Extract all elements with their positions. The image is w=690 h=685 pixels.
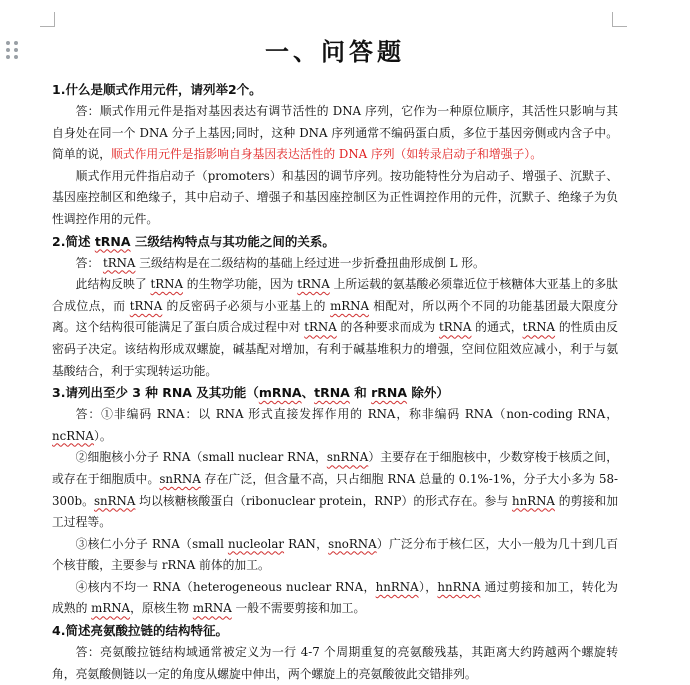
margin-corner-mark-left	[40, 12, 55, 27]
question-3-heading: 3.请列出至少 3 种 RNA 及其功能（mRNA、tRNA 和 rRNA 除外）	[52, 385, 449, 401]
question-2-heading: 2.简述 tRNA 三级结构特点与其功能之间的关系。	[52, 233, 335, 249]
block-drag-handle[interactable]	[6, 41, 20, 61]
question-3-item-2: ②细胞核小分子 RNA（small nuclear RNA，snRNA）主要存在于细胞核中，少数穿梭于核质之间，或存在于细胞质中。snRNA 存在广泛，但含量不高，只占细胞 RNA 总量的 0.1%-1%，分子大小多为 58-300b。snRNA 均以核糖核酸蛋白（ribonuclear protein，RNP）的形式存在。参与 hnRNA 的剪接和加工过程等。	[52, 450, 618, 530]
document-page	[52, 34, 618, 685]
document-title: 一、问答题	[265, 38, 405, 66]
question-3-item-3: ③核仁小分子 RNA（small nucleolar RAN，snoRNA）广泛分布于核仁区，大小一般为几十到几百个核苷酸，主要参与 rRNA 前体的加工。	[52, 536, 618, 573]
question-4-heading: 4.简述亮氨酸拉链的结构特征。	[52, 623, 228, 639]
question-1-heading: 1.什么是顺式作用元件，请列举2个。	[52, 82, 262, 97]
question-2-answer: 答： tRNA 三级结构是在二级结构的基础上经过进一步折叠扭曲形成倒 L 形。	[75, 255, 485, 270]
margin-corner-mark-right	[612, 12, 627, 27]
question-4-answer: 答：亮氨酸拉链结构域通常被定义为一行 4-7 个周期重复的亮氨酸残基，其距离大约跨越两个螺旋转角，亮氨酸侧链以一定的角度从螺旋中伸出，两个螺旋上的亮氨酸彼此交错排列。	[52, 645, 618, 681]
question-3-item-1: 答：①非编码 RNA：以 RNA 形式直接发挥作用的 RNA，称非编码 RNA（non-coding RNA，ncRNA）。	[52, 407, 618, 443]
highlighted-definition: 顺式作用元件是指影响自身基因表达活性的 DNA 序列（如转录启动子和增强子）。	[111, 147, 542, 162]
question-2-answer-detail: 此结构反映了 tRNA 的生物学功能，因为 tRNA 上所运载的氨基酸必须靠近位于核糖体大亚基上的多肽合成位点，而 tRNA 的反密码子必须与小亚基上的 mRNA 相配对，所以两个不同的功能基团最大限度分离。这个结构很可能满足了蛋白质合成过程中对 tRNA 的各种要求而成为 tRNA 的通式，tRNA 的性质由反密码子决定。该结构形成双螺旋，碱基配对增加，有利于碱基堆积力的增强，空间位阻效应减小，利于与氨基酸结合，利于实现转运功能。	[52, 277, 618, 378]
question-1-answer: 答：顺式作用元件是指对基因表达有调节活性的 DNA 序列，它作为一种原位顺序，其活性只影响与其自身处在同一个 DNA 分子上基因;同时，这种 DNA 序列通常不编码蛋白质，多位于基因旁侧或内含子中。简单的说，顺式作用元件是指影响自身基因表达活性的 DNA 序列（如转录启动子和增强子）。	[52, 104, 618, 162]
question-3-item-4: ④核内不均一 RNA（heterogeneous nuclear RNA，hnRNA），hnRNA 通过剪接和加工，转化为成熟的 mRNA，原核生物 mRNA 一般不需要剪接和加工。	[52, 579, 618, 616]
question-1-answer-detail: 顺式作用元件指启动子（promoters）和基因的调节序列。按功能特性分为启动子、增强子、沉默子、基因座控制区和绝缘子，其中启动子、增强子和基因座控制区为正性调控作用的元件，沉默子、绝缘子为负性调控作用的元件。	[52, 168, 618, 226]
